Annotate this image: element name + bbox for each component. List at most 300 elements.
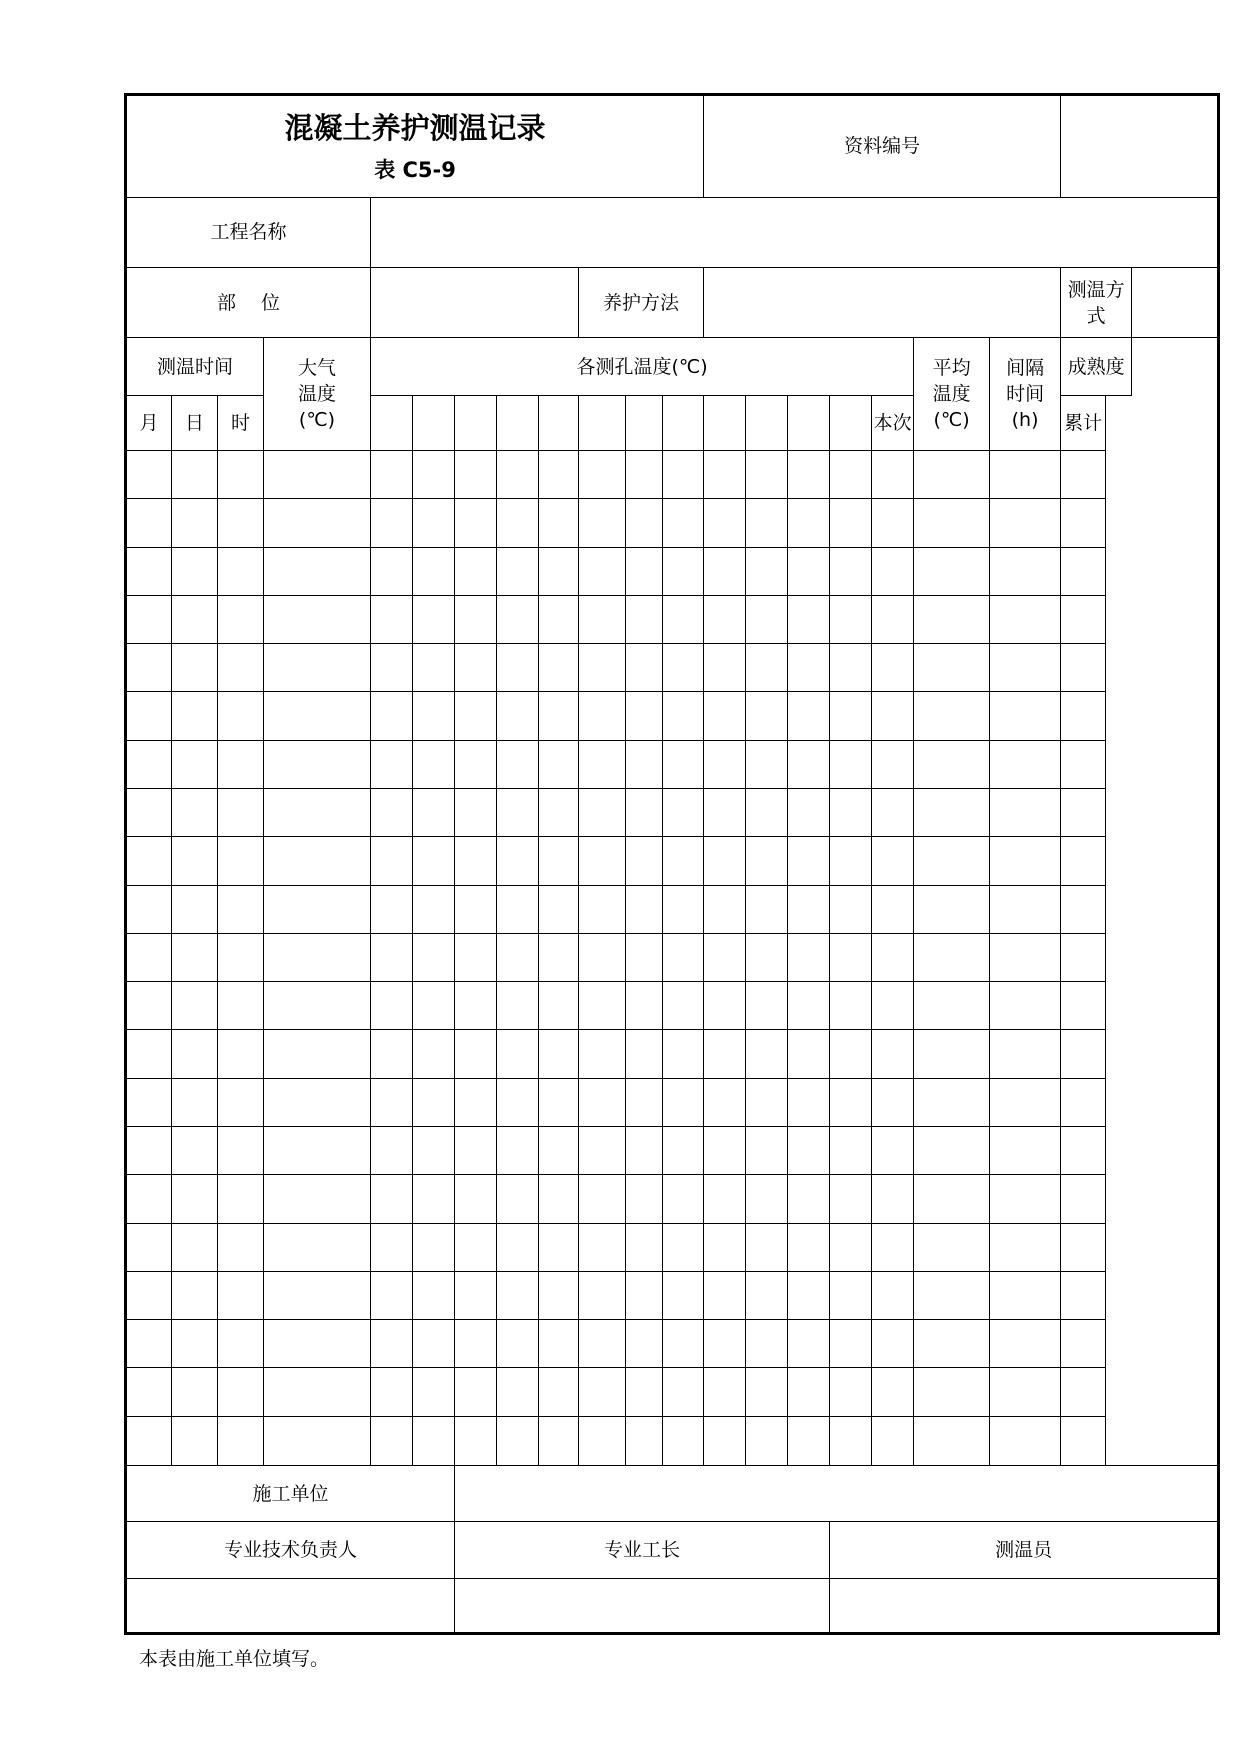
hole-temp-cell[interactable] bbox=[830, 547, 872, 595]
hole-temp-cell[interactable] bbox=[539, 1223, 579, 1271]
hour-cell[interactable] bbox=[218, 1271, 264, 1319]
hole-temp-cell[interactable] bbox=[539, 499, 579, 547]
hole-temp-cell[interactable] bbox=[830, 499, 872, 547]
hour-cell[interactable] bbox=[218, 1078, 264, 1126]
hole-temp-cell[interactable] bbox=[579, 595, 626, 643]
month-cell[interactable] bbox=[126, 740, 172, 788]
maturity-cumulative-cell[interactable] bbox=[1061, 982, 1106, 1030]
hole-temp-cell[interactable] bbox=[539, 789, 579, 837]
day-cell[interactable] bbox=[172, 982, 218, 1030]
hole-temp-cell[interactable] bbox=[704, 1368, 746, 1416]
hole-temp-cell[interactable] bbox=[704, 1320, 746, 1368]
air-temp-cell[interactable] bbox=[264, 1030, 371, 1078]
hole-temp-cell[interactable] bbox=[455, 1078, 497, 1126]
hole-temp-cell[interactable] bbox=[371, 740, 413, 788]
maturity-cumulative-cell[interactable] bbox=[1061, 1030, 1106, 1078]
construction-unit-field[interactable] bbox=[455, 1465, 1219, 1521]
hole-temp-cell[interactable] bbox=[413, 837, 455, 885]
hole-temp-cell[interactable] bbox=[539, 982, 579, 1030]
maturity-current-cell[interactable] bbox=[990, 1271, 1061, 1319]
maturity-current-cell[interactable] bbox=[990, 547, 1061, 595]
hole-temp-cell[interactable] bbox=[626, 1175, 663, 1223]
hole-temp-cell[interactable] bbox=[788, 692, 830, 740]
interval-cell[interactable] bbox=[914, 1223, 990, 1271]
hole-temp-cell[interactable] bbox=[830, 1368, 872, 1416]
day-cell[interactable] bbox=[172, 885, 218, 933]
hole-temp-cell[interactable] bbox=[497, 499, 539, 547]
hole-temp-cell[interactable] bbox=[413, 1416, 455, 1465]
air-temp-cell[interactable] bbox=[264, 885, 371, 933]
hole-temp-cell[interactable] bbox=[663, 1271, 704, 1319]
hole-temp-cell[interactable] bbox=[704, 982, 746, 1030]
avg-temp-cell[interactable] bbox=[872, 1271, 914, 1319]
hole-temp-cell[interactable] bbox=[788, 499, 830, 547]
maturity-current-cell[interactable] bbox=[990, 499, 1061, 547]
tech-lead-signature-field[interactable] bbox=[126, 1578, 455, 1633]
hour-cell[interactable] bbox=[218, 740, 264, 788]
hole-temp-cell[interactable] bbox=[579, 644, 626, 692]
hole-temp-cell[interactable] bbox=[663, 451, 704, 499]
avg-temp-cell[interactable] bbox=[872, 933, 914, 981]
hour-cell[interactable] bbox=[218, 644, 264, 692]
hole-temp-cell[interactable] bbox=[830, 1223, 872, 1271]
hole-temp-cell[interactable] bbox=[830, 644, 872, 692]
hole-temp-cell[interactable] bbox=[626, 1223, 663, 1271]
hole-temp-cell[interactable] bbox=[788, 1175, 830, 1223]
hole-temp-cell[interactable] bbox=[704, 837, 746, 885]
hole-temp-cell[interactable] bbox=[579, 451, 626, 499]
maturity-current-cell[interactable] bbox=[990, 1223, 1061, 1271]
hole-temp-cell[interactable] bbox=[497, 1078, 539, 1126]
maturity-cumulative-cell[interactable] bbox=[1061, 644, 1106, 692]
maturity-current-cell[interactable] bbox=[990, 740, 1061, 788]
hole-temp-cell[interactable] bbox=[626, 595, 663, 643]
hole-temp-cell[interactable] bbox=[539, 1030, 579, 1078]
hole-temp-cell[interactable] bbox=[830, 1416, 872, 1465]
hole-temp-cell[interactable] bbox=[539, 1368, 579, 1416]
hole-temp-cell[interactable] bbox=[579, 933, 626, 981]
maturity-cumulative-cell[interactable] bbox=[1061, 885, 1106, 933]
hole-temp-cell[interactable] bbox=[663, 1320, 704, 1368]
hole-temp-cell[interactable] bbox=[579, 547, 626, 595]
hole-temp-cell[interactable] bbox=[413, 1078, 455, 1126]
maturity-cumulative-cell[interactable] bbox=[1061, 837, 1106, 885]
hole-temp-cell[interactable] bbox=[746, 692, 788, 740]
maturity-current-cell[interactable] bbox=[990, 1175, 1061, 1223]
hole-temp-cell[interactable] bbox=[455, 1368, 497, 1416]
hole-temp-cell[interactable] bbox=[788, 982, 830, 1030]
hole-temp-cell[interactable] bbox=[746, 499, 788, 547]
hole-temp-cell[interactable] bbox=[455, 1126, 497, 1174]
hole-temp-cell[interactable] bbox=[455, 1030, 497, 1078]
hole-temp-cell[interactable] bbox=[746, 1223, 788, 1271]
hole-temp-cell[interactable] bbox=[371, 933, 413, 981]
hole-temp-cell[interactable] bbox=[663, 1030, 704, 1078]
hole-temp-cell[interactable] bbox=[830, 933, 872, 981]
hole-temp-cell[interactable] bbox=[455, 1320, 497, 1368]
interval-cell[interactable] bbox=[914, 1416, 990, 1465]
hole-temp-cell[interactable] bbox=[371, 499, 413, 547]
hole-temp-cell[interactable] bbox=[539, 1126, 579, 1174]
hole-temp-cell[interactable] bbox=[579, 789, 626, 837]
hole-temp-cell[interactable] bbox=[413, 1368, 455, 1416]
hole-temp-cell[interactable] bbox=[704, 740, 746, 788]
maturity-cumulative-cell[interactable] bbox=[1061, 547, 1106, 595]
maturity-cumulative-cell[interactable] bbox=[1061, 789, 1106, 837]
interval-cell[interactable] bbox=[914, 692, 990, 740]
hole-temp-cell[interactable] bbox=[626, 644, 663, 692]
hole-temp-cell[interactable] bbox=[788, 885, 830, 933]
hole-temp-cell[interactable] bbox=[626, 451, 663, 499]
hole-temp-cell[interactable] bbox=[704, 1223, 746, 1271]
avg-temp-cell[interactable] bbox=[872, 595, 914, 643]
hour-cell[interactable] bbox=[218, 1320, 264, 1368]
day-cell[interactable] bbox=[172, 933, 218, 981]
hole-temp-cell[interactable] bbox=[663, 1416, 704, 1465]
hole-temp-cell[interactable] bbox=[455, 595, 497, 643]
hour-cell[interactable] bbox=[218, 1223, 264, 1271]
hour-cell[interactable] bbox=[218, 933, 264, 981]
hole-temp-cell[interactable] bbox=[539, 547, 579, 595]
hole-temp-cell[interactable] bbox=[371, 644, 413, 692]
interval-cell[interactable] bbox=[914, 1320, 990, 1368]
maturity-current-cell[interactable] bbox=[990, 885, 1061, 933]
maturity-current-cell[interactable] bbox=[990, 451, 1061, 499]
hole-temp-cell[interactable] bbox=[413, 644, 455, 692]
month-cell[interactable] bbox=[126, 1368, 172, 1416]
maturity-cumulative-cell[interactable] bbox=[1061, 1126, 1106, 1174]
air-temp-cell[interactable] bbox=[264, 644, 371, 692]
hole-temp-cell[interactable] bbox=[746, 1320, 788, 1368]
hole-temp-cell[interactable] bbox=[788, 1368, 830, 1416]
hole-temp-cell[interactable] bbox=[579, 1030, 626, 1078]
maturity-current-cell[interactable] bbox=[990, 1078, 1061, 1126]
day-cell[interactable] bbox=[172, 595, 218, 643]
hour-cell[interactable] bbox=[218, 1368, 264, 1416]
hole-temp-cell[interactable] bbox=[663, 1175, 704, 1223]
hole-temp-cell[interactable] bbox=[830, 1078, 872, 1126]
avg-temp-cell[interactable] bbox=[872, 451, 914, 499]
hole-temp-cell[interactable] bbox=[626, 789, 663, 837]
maturity-cumulative-cell[interactable] bbox=[1061, 1320, 1106, 1368]
month-cell[interactable] bbox=[126, 451, 172, 499]
hole-temp-cell[interactable] bbox=[371, 1175, 413, 1223]
day-cell[interactable] bbox=[172, 1320, 218, 1368]
month-cell[interactable] bbox=[126, 1078, 172, 1126]
hole-temp-cell[interactable] bbox=[579, 499, 626, 547]
hole-temp-cell[interactable] bbox=[663, 1223, 704, 1271]
hole-temp-cell[interactable] bbox=[579, 692, 626, 740]
hour-cell[interactable] bbox=[218, 451, 264, 499]
hole-temp-cell[interactable] bbox=[704, 1416, 746, 1465]
hole-temp-cell[interactable] bbox=[497, 1271, 539, 1319]
hole-temp-cell[interactable] bbox=[704, 933, 746, 981]
hole-temp-cell[interactable] bbox=[626, 837, 663, 885]
hole-temp-cell[interactable] bbox=[579, 1175, 626, 1223]
air-temp-cell[interactable] bbox=[264, 982, 371, 1030]
avg-temp-cell[interactable] bbox=[872, 789, 914, 837]
air-temp-cell[interactable] bbox=[264, 499, 371, 547]
hole-temp-cell[interactable] bbox=[626, 982, 663, 1030]
hole-temp-cell[interactable] bbox=[497, 1175, 539, 1223]
hole-temp-cell[interactable] bbox=[413, 1271, 455, 1319]
hole-temp-cell[interactable] bbox=[455, 837, 497, 885]
air-temp-cell[interactable] bbox=[264, 1320, 371, 1368]
hole-temp-cell[interactable] bbox=[497, 885, 539, 933]
hole-temp-cell[interactable] bbox=[539, 1271, 579, 1319]
hour-cell[interactable] bbox=[218, 499, 264, 547]
hole-temp-cell[interactable] bbox=[704, 692, 746, 740]
hole-temp-cell[interactable] bbox=[413, 1126, 455, 1174]
hole-temp-cell[interactable] bbox=[455, 740, 497, 788]
hole-temp-cell[interactable] bbox=[663, 499, 704, 547]
avg-temp-cell[interactable] bbox=[872, 1416, 914, 1465]
month-cell[interactable] bbox=[126, 1320, 172, 1368]
avg-temp-cell[interactable] bbox=[872, 1320, 914, 1368]
hole-temp-cell[interactable] bbox=[413, 885, 455, 933]
hole-temp-cell[interactable] bbox=[539, 1175, 579, 1223]
month-cell[interactable] bbox=[126, 1126, 172, 1174]
hole-temp-cell[interactable] bbox=[371, 837, 413, 885]
hole-temp-cell[interactable] bbox=[371, 1078, 413, 1126]
hole-temp-cell[interactable] bbox=[371, 982, 413, 1030]
hole-temp-cell[interactable] bbox=[788, 451, 830, 499]
hole-temp-cell[interactable] bbox=[830, 885, 872, 933]
hole-temp-cell[interactable] bbox=[455, 789, 497, 837]
avg-temp-cell[interactable] bbox=[872, 837, 914, 885]
month-cell[interactable] bbox=[126, 885, 172, 933]
maturity-cumulative-cell[interactable] bbox=[1061, 499, 1106, 547]
hour-cell[interactable] bbox=[218, 982, 264, 1030]
hole-temp-cell[interactable] bbox=[663, 595, 704, 643]
month-cell[interactable] bbox=[126, 644, 172, 692]
hole-temp-cell[interactable] bbox=[539, 1320, 579, 1368]
air-temp-cell[interactable] bbox=[264, 1271, 371, 1319]
hole-temp-cell[interactable] bbox=[413, 499, 455, 547]
maturity-current-cell[interactable] bbox=[990, 644, 1061, 692]
hole-temp-cell[interactable] bbox=[413, 933, 455, 981]
hole-temp-cell[interactable] bbox=[704, 595, 746, 643]
hole-temp-cell[interactable] bbox=[371, 451, 413, 499]
avg-temp-cell[interactable] bbox=[872, 644, 914, 692]
day-cell[interactable] bbox=[172, 1271, 218, 1319]
interval-cell[interactable] bbox=[914, 595, 990, 643]
avg-temp-cell[interactable] bbox=[872, 982, 914, 1030]
maturity-cumulative-cell[interactable] bbox=[1061, 1271, 1106, 1319]
hour-cell[interactable] bbox=[218, 1126, 264, 1174]
avg-temp-cell[interactable] bbox=[872, 692, 914, 740]
hole-temp-cell[interactable] bbox=[663, 885, 704, 933]
hole-temp-cell[interactable] bbox=[746, 1078, 788, 1126]
hole-temp-cell[interactable] bbox=[371, 692, 413, 740]
interval-cell[interactable] bbox=[914, 1271, 990, 1319]
hole-temp-cell[interactable] bbox=[455, 644, 497, 692]
hole-temp-cell[interactable] bbox=[497, 1126, 539, 1174]
hole-temp-cell[interactable] bbox=[746, 1368, 788, 1416]
hole-temp-cell[interactable] bbox=[455, 982, 497, 1030]
hole-temp-cell[interactable] bbox=[371, 1271, 413, 1319]
hole-temp-cell[interactable] bbox=[579, 982, 626, 1030]
month-cell[interactable] bbox=[126, 789, 172, 837]
curing-method-field[interactable] bbox=[704, 268, 1061, 338]
hole-temp-cell[interactable] bbox=[788, 1078, 830, 1126]
hour-cell[interactable] bbox=[218, 692, 264, 740]
hole-temp-cell[interactable] bbox=[497, 547, 539, 595]
interval-cell[interactable] bbox=[914, 1126, 990, 1174]
hole-temp-cell[interactable] bbox=[830, 1126, 872, 1174]
hole-temp-cell[interactable] bbox=[413, 789, 455, 837]
hole-temp-cell[interactable] bbox=[830, 1271, 872, 1319]
hole-temp-cell[interactable] bbox=[371, 1126, 413, 1174]
avg-temp-cell[interactable] bbox=[872, 1030, 914, 1078]
hole-temp-cell[interactable] bbox=[371, 595, 413, 643]
hole-temp-cell[interactable] bbox=[663, 837, 704, 885]
hole-temp-cell[interactable] bbox=[626, 1368, 663, 1416]
month-cell[interactable] bbox=[126, 1271, 172, 1319]
maturity-current-cell[interactable] bbox=[990, 837, 1061, 885]
maturity-cumulative-cell[interactable] bbox=[1061, 740, 1106, 788]
hole-temp-cell[interactable] bbox=[371, 1223, 413, 1271]
hole-temp-cell[interactable] bbox=[455, 692, 497, 740]
hole-temp-cell[interactable] bbox=[455, 885, 497, 933]
hole-temp-cell[interactable] bbox=[626, 1416, 663, 1465]
hole-temp-cell[interactable] bbox=[788, 1416, 830, 1465]
hole-temp-cell[interactable] bbox=[788, 1271, 830, 1319]
maturity-current-cell[interactable] bbox=[990, 982, 1061, 1030]
temp-method-field[interactable] bbox=[1132, 268, 1219, 338]
maturity-current-cell[interactable] bbox=[990, 1368, 1061, 1416]
hole-temp-cell[interactable] bbox=[539, 692, 579, 740]
hole-temp-cell[interactable] bbox=[455, 933, 497, 981]
hole-temp-cell[interactable] bbox=[746, 740, 788, 788]
month-cell[interactable] bbox=[126, 837, 172, 885]
hole-temp-cell[interactable] bbox=[626, 1126, 663, 1174]
hole-temp-cell[interactable] bbox=[626, 933, 663, 981]
day-cell[interactable] bbox=[172, 644, 218, 692]
air-temp-cell[interactable] bbox=[264, 595, 371, 643]
hole-temp-cell[interactable] bbox=[746, 644, 788, 692]
hole-temp-cell[interactable] bbox=[455, 547, 497, 595]
hole-temp-cell[interactable] bbox=[663, 982, 704, 1030]
hole-temp-cell[interactable] bbox=[539, 451, 579, 499]
day-cell[interactable] bbox=[172, 1368, 218, 1416]
hole-temp-cell[interactable] bbox=[830, 1320, 872, 1368]
day-cell[interactable] bbox=[172, 499, 218, 547]
hole-temp-cell[interactable] bbox=[455, 1223, 497, 1271]
maturity-cumulative-cell[interactable] bbox=[1061, 692, 1106, 740]
hole-temp-cell[interactable] bbox=[704, 885, 746, 933]
hole-temp-cell[interactable] bbox=[579, 1223, 626, 1271]
interval-cell[interactable] bbox=[914, 1078, 990, 1126]
avg-temp-cell[interactable] bbox=[872, 499, 914, 547]
hole-temp-cell[interactable] bbox=[626, 547, 663, 595]
hole-temp-cell[interactable] bbox=[497, 933, 539, 981]
hole-temp-cell[interactable] bbox=[626, 692, 663, 740]
hole-temp-cell[interactable] bbox=[663, 1126, 704, 1174]
maturity-current-cell[interactable] bbox=[990, 933, 1061, 981]
maturity-current-cell[interactable] bbox=[990, 1320, 1061, 1368]
hole-temp-cell[interactable] bbox=[830, 595, 872, 643]
day-cell[interactable] bbox=[172, 740, 218, 788]
hour-cell[interactable] bbox=[218, 595, 264, 643]
maturity-cumulative-cell[interactable] bbox=[1061, 1368, 1106, 1416]
hole-temp-cell[interactable] bbox=[539, 837, 579, 885]
day-cell[interactable] bbox=[172, 692, 218, 740]
interval-cell[interactable] bbox=[914, 982, 990, 1030]
day-cell[interactable] bbox=[172, 789, 218, 837]
hole-temp-cell[interactable] bbox=[663, 740, 704, 788]
interval-cell[interactable] bbox=[914, 740, 990, 788]
hole-temp-cell[interactable] bbox=[830, 451, 872, 499]
interval-cell[interactable] bbox=[914, 547, 990, 595]
hole-temp-cell[interactable] bbox=[626, 1078, 663, 1126]
maturity-current-cell[interactable] bbox=[990, 789, 1061, 837]
hole-temp-cell[interactable] bbox=[788, 1126, 830, 1174]
maturity-cumulative-cell[interactable] bbox=[1061, 451, 1106, 499]
air-temp-cell[interactable] bbox=[264, 547, 371, 595]
month-cell[interactable] bbox=[126, 1175, 172, 1223]
hole-temp-cell[interactable] bbox=[579, 1078, 626, 1126]
hole-temp-cell[interactable] bbox=[413, 740, 455, 788]
day-cell[interactable] bbox=[172, 547, 218, 595]
hole-temp-cell[interactable] bbox=[626, 740, 663, 788]
hole-temp-cell[interactable] bbox=[371, 1368, 413, 1416]
month-cell[interactable] bbox=[126, 1416, 172, 1465]
hole-temp-cell[interactable] bbox=[830, 982, 872, 1030]
air-temp-cell[interactable] bbox=[264, 1223, 371, 1271]
hole-temp-cell[interactable] bbox=[788, 547, 830, 595]
hole-temp-cell[interactable] bbox=[663, 547, 704, 595]
hole-temp-cell[interactable] bbox=[663, 933, 704, 981]
interval-cell[interactable] bbox=[914, 1368, 990, 1416]
hour-cell[interactable] bbox=[218, 1416, 264, 1465]
month-cell[interactable] bbox=[126, 982, 172, 1030]
hole-temp-cell[interactable] bbox=[626, 1030, 663, 1078]
hole-temp-cell[interactable] bbox=[704, 1030, 746, 1078]
hole-temp-cell[interactable] bbox=[746, 1416, 788, 1465]
hole-temp-cell[interactable] bbox=[579, 1320, 626, 1368]
hole-temp-cell[interactable] bbox=[455, 1271, 497, 1319]
hole-temp-cell[interactable] bbox=[663, 1368, 704, 1416]
maturity-cumulative-cell[interactable] bbox=[1061, 1223, 1106, 1271]
month-cell[interactable] bbox=[126, 933, 172, 981]
avg-temp-cell[interactable] bbox=[872, 1223, 914, 1271]
hole-temp-cell[interactable] bbox=[579, 885, 626, 933]
hole-temp-cell[interactable] bbox=[830, 740, 872, 788]
interval-cell[interactable] bbox=[914, 1175, 990, 1223]
hole-temp-cell[interactable] bbox=[539, 1416, 579, 1465]
interval-cell[interactable] bbox=[914, 837, 990, 885]
hole-temp-cell[interactable] bbox=[788, 1030, 830, 1078]
hole-temp-cell[interactable] bbox=[746, 1126, 788, 1174]
hole-temp-cell[interactable] bbox=[788, 740, 830, 788]
hole-temp-cell[interactable] bbox=[539, 644, 579, 692]
foreman-signature-field[interactable] bbox=[455, 1578, 830, 1633]
month-cell[interactable] bbox=[126, 692, 172, 740]
hole-temp-cell[interactable] bbox=[371, 1416, 413, 1465]
hole-temp-cell[interactable] bbox=[539, 933, 579, 981]
air-temp-cell[interactable] bbox=[264, 451, 371, 499]
hole-temp-cell[interactable] bbox=[371, 789, 413, 837]
day-cell[interactable] bbox=[172, 1416, 218, 1465]
hole-temp-cell[interactable] bbox=[788, 595, 830, 643]
hole-temp-cell[interactable] bbox=[704, 644, 746, 692]
hole-temp-cell[interactable] bbox=[539, 885, 579, 933]
day-cell[interactable] bbox=[172, 451, 218, 499]
interval-cell[interactable] bbox=[914, 1030, 990, 1078]
maturity-current-cell[interactable] bbox=[990, 1126, 1061, 1174]
hole-temp-cell[interactable] bbox=[413, 1320, 455, 1368]
